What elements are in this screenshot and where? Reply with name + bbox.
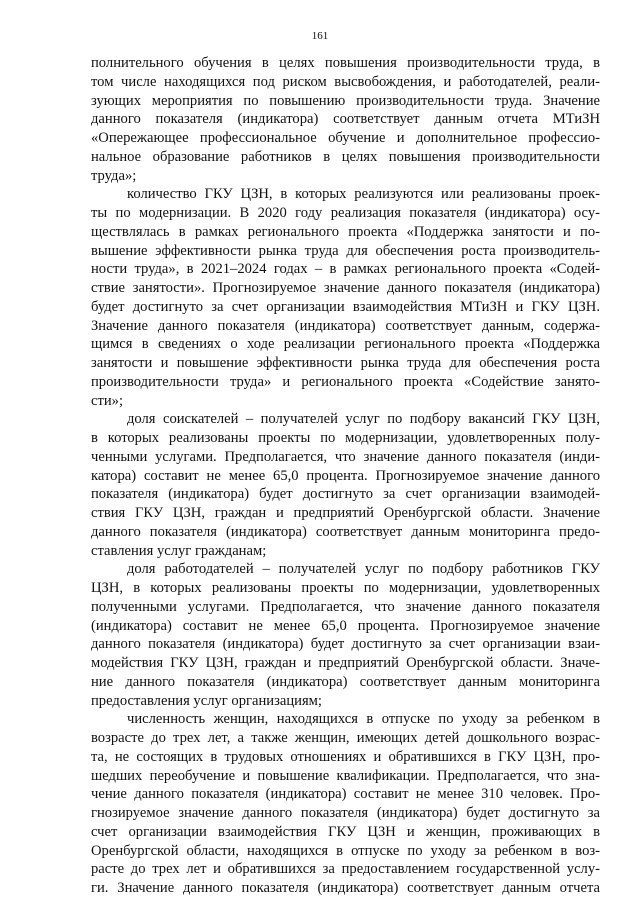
text-line: «Опережающее профессиональное обучение и дополнительное профессио- bbox=[91, 130, 600, 146]
text-line: показателя (индикатора) будет достигнуто за счет организации взаимодей- bbox=[91, 486, 600, 503]
text-line: (индикатора) составит не менее 65,0 процента. Прогнозируемое значение bbox=[91, 617, 600, 634]
text-line: данного показателя (индикатора) будет достигнуто за счет организации взаи- bbox=[91, 636, 600, 653]
text-line: труда»; bbox=[91, 167, 137, 184]
text-line: ЦЗН, в которых реализованы проекты по модернизации, удовлетворенных bbox=[91, 580, 600, 596]
text-line: количество ГКУ ЦЗН, в которых реализуются или реализованы проек- bbox=[127, 186, 600, 203]
text-line: данного показателя (индикатора) соответствует данным отчета МТиЗН bbox=[91, 111, 600, 128]
text-line: Оренбургской области, находящихся в отпуске по уходу за ребенком в воз- bbox=[91, 842, 600, 859]
text-line: ты по модернизации. В 2020 году реализация показателя (индикатора) осу- bbox=[91, 205, 600, 221]
text-line: ги. Значение данного показателя (индикатора) соответствует данным отчета bbox=[91, 880, 600, 896]
paragraph bbox=[91, 185, 600, 410]
body-text bbox=[91, 54, 600, 898]
paragraph bbox=[91, 710, 600, 898]
text-line: том числе находящихся под риском высвобождения, и работодателей, реали- bbox=[91, 73, 600, 90]
text-line: щимся в сведениях о ходе реализации регионального проекта «Поддержка bbox=[91, 336, 600, 353]
text-line: будет достигнуто за счет организации взаимодействия МТиЗН и ГКУ ЦЗН. bbox=[91, 298, 600, 315]
text-line: счет организации взаимодействия ГКУ ЦЗН и женщин, проживающих в bbox=[91, 823, 600, 840]
text-line: сти»; bbox=[91, 392, 124, 409]
paragraph bbox=[91, 54, 600, 185]
paragraph bbox=[91, 410, 600, 560]
text-line: ствия ГКУ ЦЗН, граждан и предприятий Оренбургской области. Значение bbox=[91, 505, 600, 521]
text-line: катора) составит не менее 65,0 процента. Прогнозируемое значение данного bbox=[91, 467, 600, 484]
page-number: 161 bbox=[311, 30, 329, 42]
text-line: ние данного показателя (индикатора) соответствует данным мониторинга bbox=[91, 673, 600, 690]
text-line: производительности труда» и регионального проекта «Содействие занято- bbox=[91, 373, 600, 390]
paragraph bbox=[91, 560, 600, 710]
text-line: ществлялась в рамках регионального проекта «Поддержка занятости и по- bbox=[91, 223, 600, 240]
text-line: модействия ГКУ ЦЗН, граждан и предприятий Оренбургской области. Значе- bbox=[91, 655, 600, 671]
text-line: гнозируемое значение данного показателя (индикатора) будет достигнуто за bbox=[91, 805, 600, 821]
text-line: доля работодателей – получателей услуг по подбору работников ГКУ bbox=[127, 561, 600, 578]
text-line: доля соискателей – получателей услуг по подбору вакансий ГКУ ЦЗН, bbox=[127, 411, 600, 428]
text-line: ствие занятости». Прогнозируемое значение данного показателя (индикатора) bbox=[91, 280, 600, 296]
text-line: данного показателя (индикатора) соответствует данным мониторинга предо- bbox=[91, 523, 600, 540]
text-line: полученными услугами. Предполагается, что значение данного показателя bbox=[91, 598, 600, 615]
text-line: ности труда», в 2021–2024 годах – в рамках регионального проекта «Содей- bbox=[91, 261, 600, 278]
text-line: ставления услуг гражданам; bbox=[91, 542, 267, 559]
text-line: та, не состоящих в трудовых отношениях и обратившихся в ГКУ ЦЗН, про- bbox=[91, 748, 600, 765]
text-line: численность женщин, находящихся в отпуске по уходу за ребенком в bbox=[127, 711, 600, 728]
text-line: нальное образование работников в целях повышения производительности bbox=[91, 148, 600, 165]
text-line: шедших переобучение и повышение квалификации. Предполагается, что зна- bbox=[91, 767, 600, 784]
text-line: предоставления услуг организациям; bbox=[91, 692, 322, 709]
text-line: зующих мероприятия по повышению производительности труда. Значение bbox=[91, 92, 600, 109]
text-line: вышение эффективности рынка труда для обеспечения роста производитель- bbox=[91, 242, 600, 259]
text-line: расте до трех лет и обратившихся за предоставлением государственной услу- bbox=[91, 861, 600, 878]
text-line: занятости и повышение эффективности рынка труда для обеспечения роста bbox=[91, 355, 600, 371]
text-line: в которых реализованы проекты по модернизации, удовлетворенных полу- bbox=[91, 430, 600, 446]
text-line: чение данного показателя (индикатора) составит не менее 310 человек. Про- bbox=[91, 786, 600, 803]
text-line: полнительного обучения в целях повышения производительности труда, в bbox=[91, 55, 600, 71]
text-line: возрасте до трех лет, а также женщин, имеющих детей дошкольного возрас- bbox=[91, 730, 600, 746]
text-line: ченными услугами. Предполагается, что значение данного показателя (инди- bbox=[91, 448, 600, 465]
text-line: Значение данного показателя (индикатора) соответствует данным, содержа- bbox=[91, 317, 600, 334]
